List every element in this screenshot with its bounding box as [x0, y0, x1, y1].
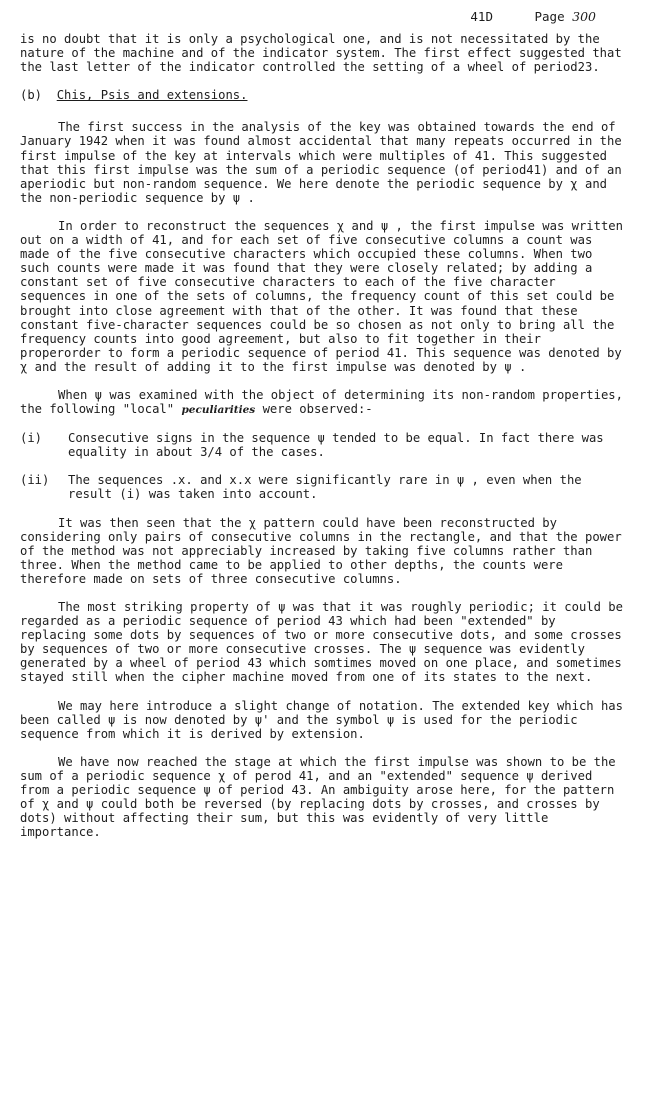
- list-item-number: (ii): [20, 473, 50, 488]
- list-item-text: The sequences .x. and x.x were significantly rare in ψ , even when the result (i) was taken into account.: [68, 473, 582, 502]
- paragraph-stage-reached: We have now reached the stage at which the first impulse was shown to be the sum of a periodic sequence χ of perod 41, and an "extended" sequence ψ derived from a periodic sequence ψ of period 43. An ambiguity arose here, for the pattern of χ and ψ could both be reversed (by replacing dots by crosses, and crosses by dots) without affecting their sum, but this was evidently of very little importance.: [20, 754, 616, 840]
- paragraph-psi-examined: [20, 388, 626, 417]
- list-item-number: (i): [20, 431, 43, 446]
- paragraph-chi-pattern: It was then seen that the χ pattern could have been reconstructed by considering only pairs of consecutive columns in the rectangle, and that the power of the method was not appreciably increased by taking five columns rather than three. When the method came to be applied to other depths, the counts were therefore made on sets of three consecutive columns.: [20, 515, 622, 586]
- handwritten-page-number: 300: [572, 9, 596, 24]
- paragraph-continuation: is no doubt that it is only a psychological one, and is not necessitated by the nature of the machine and of the indicator system. The first effect suggested that the last letter of the indicator controlled the setting of a wheel of period23.: [20, 32, 622, 75]
- page-number-label: [535, 9, 597, 24]
- paragraph-striking-property: The most striking property of ψ was that it was roughly periodic; it could be regarded as a periodic sequence of period 43 which had been "extended" by replacing some dots by sequences of two or more consecutive dots, and some crosses by sequences of two or more consecutive crosses. The ψ sequence was evidently generated by a wheel of period 43 which somtimes moved on one place, and sometimes stayed still when the cipher machine moved from one of its states to the next.: [20, 600, 623, 685]
- section-heading-title: Chis, Psis and extensions.: [56, 88, 248, 103]
- page-header: [20, 10, 626, 32]
- handwritten-peculiarities: peculiarities: [181, 404, 256, 417]
- psi-examined-text: When ψ was examined with the object of determining its non-random properties, the following "local": [20, 387, 623, 417]
- psi-examined-end: were observed:-: [262, 402, 373, 417]
- section-heading-number: (b): [20, 88, 43, 103]
- list-item: [20, 473, 626, 501]
- list-item: [20, 431, 626, 459]
- section-heading: [20, 88, 626, 102]
- list-item-text: Consecutive signs in the sequence ψ tended to be equal. In fact there was equality in about 3/4 of the cases.: [68, 431, 604, 460]
- section-number: 41D: [470, 9, 493, 24]
- paragraph-first-success: The first success in the analysis of the key was obtained towards the end of January 1942 when it was found almost accidental that many repeats occurred in the first impulse of the key at intervals which were multiples of 41. This suggested that this first impulse was the sum of a periodic sequence (of period41) and of an aperiodic but non-random sequence. We here denote the periodic sequence by χ and the non-periodic sequence by ψ .: [20, 120, 622, 205]
- paragraph-notation-change: We may here introduce a slight change of notation. The extended key which has been called ψ is now denoted by ψ' and the symbol ψ is used for the periodic sequence from which it is derived by extension.: [20, 698, 623, 741]
- page-label: Page: [534, 9, 565, 24]
- paragraph-reconstruct: In order to reconstruct the sequences χ and ψ , the first impulse was written out on a width of 41, and for each set of five consecutive columns a count was made of the five consecutive characters which occupied these columns. When two such counts were made it was found that they were closely related; by adding a constant set of five consecutive characters to each of the five character sequences in one of the sets of columns, the frequency count of this set could be brought into close agreement with that of the other. It was found that these constant five-character sequences could be so chosen as not only to bring all the frequency counts into good agreement, but also to fit together in their properorder to form a periodic sequence of period 41. This sequence was denoted by χ and the result of adding it to the first impulse was denoted by ψ .: [20, 218, 623, 374]
